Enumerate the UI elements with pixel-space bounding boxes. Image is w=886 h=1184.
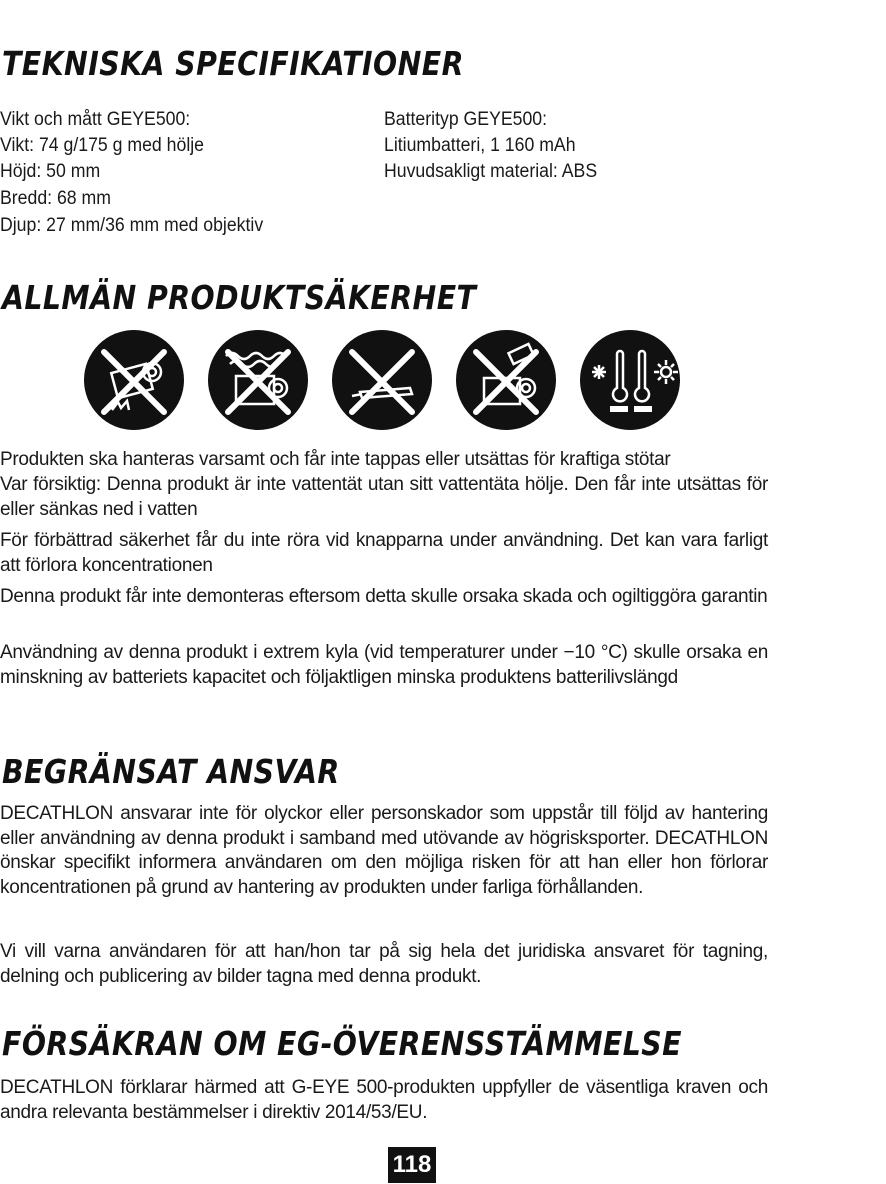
safety-paragraph: För förbättrad säkerhet får du inte röra vid knapparna under användning. Det kan vara farligt att förlora koncentrationen (0, 530, 768, 576)
tech-right-line: Litiumbatteri, 1 160 mAh (384, 135, 576, 156)
tech-heading: TEKNISKA SPECIFIKATIONER (2, 44, 464, 83)
liability-paragraph: Vi vill varna användaren för att han/hon tar på sig hela det juridiska ansvaret för tagning, delning och publicering av bilder tagna med denna produkt. (0, 941, 768, 987)
no-water-icon (208, 330, 308, 430)
liability-paragraph: DECATHLON ansvarar inte för olyckor eller personskador som uppstår till följd av hantering eller användning av denna produkt i samband med utövande av högrisksporter. DECATHLON önskar specifikt informera användaren om den möjliga risken för att han eller hon förlorar koncentrationen på grund av hantering av produkten under farliga förhållanden. (0, 803, 768, 898)
tech-left-line: Djup: 27 mm/36 mm med objektiv (0, 215, 264, 236)
page-number: 118 (388, 1147, 436, 1183)
no-impact-icon (456, 330, 556, 430)
no-drop-icon (84, 330, 184, 430)
conformity-heading: FÖRSÄKRAN OM EG-ÖVERENSSTÄMMELSE (2, 1024, 682, 1063)
liability-heading: BEGRÄNSAT ANSVAR (2, 752, 340, 791)
safety-paragraph: Denna produkt får inte demonteras eftersom detta skulle orsaka skada och ogiltiggöra garantin (0, 586, 768, 607)
tech-left-line: Höjd: 50 mm (0, 161, 101, 182)
safety-paragraph: Produkten ska hanteras varsamt och får inte tappas eller utsättas för kraftiga stötar (0, 449, 671, 470)
safety-paragraph: Användning av denna produkt i extrem kyla (vid temperaturer under −10 °C) skulle orsaka en minskning av batteriets kapacitet och följaktligen minska produktens batterilivslängd (0, 642, 768, 688)
no-disassemble-icon (332, 330, 432, 430)
temperature-icon (580, 330, 680, 430)
safety-paragraph: Var försiktig: Denna produkt är inte vattentät utan sitt vattentäta hölje. Den får inte utsättas för eller sänkas ned i vatten (0, 474, 768, 520)
tech-right-line: Huvudsakligt material: ABS (384, 161, 598, 182)
conformity-paragraph: DECATHLON förklarar härmed att G-EYE 500-produkten uppfyller de väsentliga kraven och andra relevanta bestämmelser i direktiv 2014/53/EU. (0, 1077, 768, 1123)
tech-right-line: Batterityp GEYE500: (384, 109, 548, 130)
tech-left-line: Vikt och mått GEYE500: (0, 109, 191, 130)
tech-left-line: Bredd: 68 mm (0, 188, 111, 209)
safety-heading: ALLMÄN PRODUKTSÄKERHET (2, 278, 477, 317)
safety-icons (0, 330, 886, 430)
tech-left-line: Vikt: 74 g/175 g med hölje (0, 135, 205, 156)
